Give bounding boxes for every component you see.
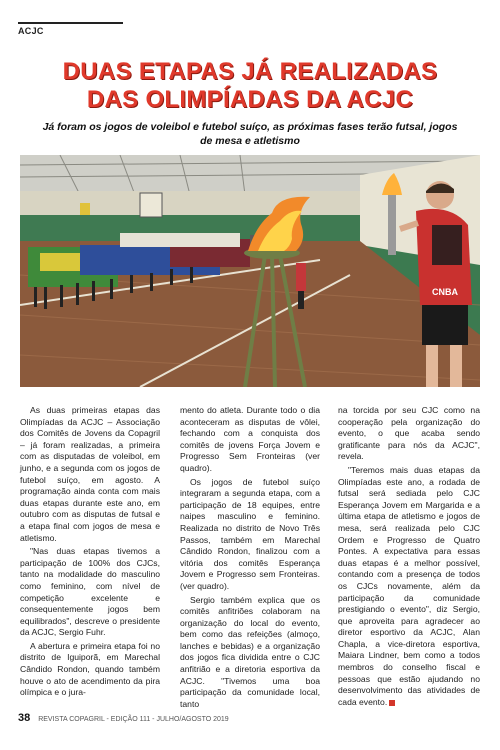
paragraph: mento do atleta. Durante todo o dia aconteceram as disputas de vôlei, fechando com a conquista dos comitês de jovens Força Jovem e Progresso Sem Fronteiras (ver quadro).: [180, 405, 320, 473]
title-line-2: DAS OLIMPÍADAS DA ACJC: [86, 86, 414, 113]
article-title: [0, 58, 500, 114]
text-column-3: [338, 405, 480, 710]
paragraph: "Nas duas etapas tivemos a participação de 100% dos CJCs, tanto na modalidade do masculino como feminino, com nível de competição excelente e consequentemente jogos bem equilibrados", descreve o presidente da ACJC, Sergio Fuhr.: [20, 546, 160, 638]
gym-torch-scene: [20, 155, 480, 387]
text-column-2: [180, 405, 320, 712]
paragraph: na torcida por seu CJC como na cooperação pela organização do evento, o que acaba sendo gratificante para nós da ACJC", revela.: [338, 405, 480, 462]
page-number: 38: [18, 712, 31, 724]
paragraph: As duas primeiras etapas das Olimpíadas da ACJC – Associação dos Comitês de Jovens da Copagril – já foram realizadas, a primeira com as disputadas de voleibol, em junho, e a segunda com os jogos de futebol suíço, em agosto. A programação ainda conta com mais duas etapas durante este ano, em outubro com as disputas de futsal e a etapa final com jogos de mesa e atletismo.: [20, 405, 160, 543]
article-photo: [20, 155, 480, 387]
article-subtitle: Já foram os jogos de voleibol e futebol suíço, as próximas fases terão futsal, jogos de mesa e atletismo: [42, 121, 458, 147]
paragraph-text: "Teremos mais duas etapas da Olimpíadas este ano, a rodada de futsal será sediada pelo CJC Esperança Jovem em Margarida e a última etapa de atletismo e jogos de mesa, será realizada pelo CJC Ordem e Progresso de Quatro Pontes. A expectativa para essas duas etapas é a melhor possível, contando com a presença de todos os CJCs novamente, além da participação da comunidade prestigiando o evento", diz Sergio, que aproveita para agradecer ao diretor esportivo da ACJC, Alan Chapla, a vice-diretora esportiva, Maiara Lindner, bem como a todos membros do conselho fiscal e pessoas que estão ajudando no desenvolvimento das atividades de cada evento.: [338, 464, 480, 707]
section-tag: ACJC: [18, 26, 44, 36]
paragraph: [338, 465, 480, 708]
end-of-article-mark: [389, 700, 395, 706]
paragraph: A abertura e primeira etapa foi no distrito de Iguiporã, em Marechal Cândido Rondon, quando também houve o ato de acendimento da pira olímpica e o jura-: [20, 640, 160, 698]
shirt-text: CNBA: [432, 287, 458, 297]
paragraph: Sergio também explica que os comitês anfitriões colaboram na organização do local do evento, bem como das refeições (almoço, lanches e bebidas) e a organização dos jogos fica dividida entre o CJC anfitrião e a diretoria esportiva da ACJC. "Tivemos uma boa participação da comunidade local, tanto: [180, 594, 320, 709]
text-column-1: [20, 405, 160, 701]
publication-info: REVISTA COPAGRIL - EDIÇÃO 111 - JULHO/AGOSTO 2019: [38, 716, 229, 723]
page-footer: [18, 712, 229, 724]
paragraph: Os jogos de futebol suíço integraram a segunda etapa, com a participação de 18 equipes, entre naipes masculino e feminino. Realizada no distrito de Novo Três Passos, também em Marechal Cândido Rondon, finalizou com a vitória dos comitês Esperança Jovem e Progresso sem Fronteiras. (ver quadro).: [180, 476, 320, 591]
section-rule: [18, 22, 123, 24]
title-line-1: DUAS ETAPAS JÁ REALIZADAS: [62, 58, 438, 85]
